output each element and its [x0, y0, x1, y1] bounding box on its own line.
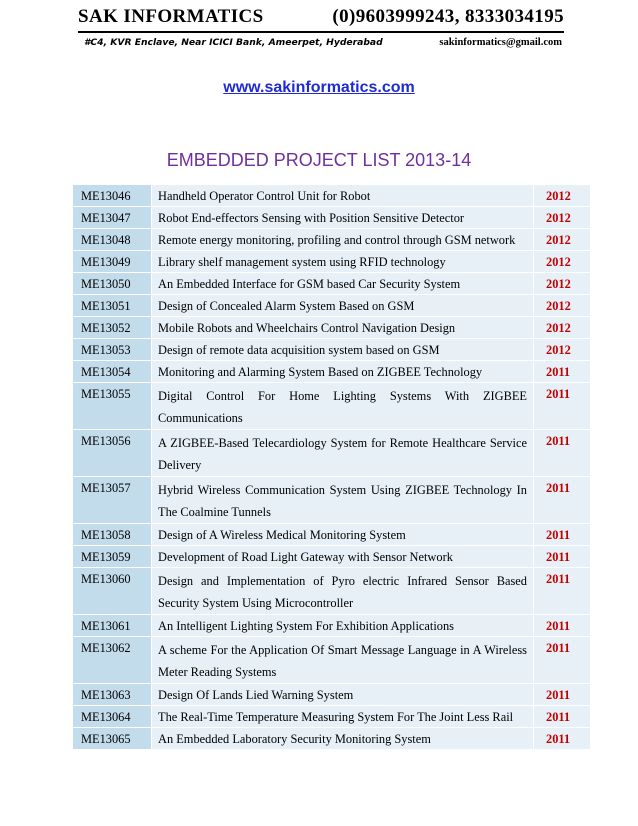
table-row: [73, 684, 591, 706]
project-code: ME13048: [73, 229, 152, 251]
project-code: ME13049: [73, 251, 152, 273]
project-title: Design of remote data acquisition system based on GSM: [152, 339, 534, 361]
project-title: Design Of Lands Lied Warning System: [152, 684, 534, 706]
project-year: 2012: [534, 185, 591, 207]
project-code: ME13051: [73, 295, 152, 317]
project-rows: [73, 185, 591, 750]
contact-line: [84, 37, 562, 53]
table-row: [73, 524, 591, 546]
table-row: [73, 615, 591, 637]
project-year: 2012: [534, 251, 591, 273]
table-row: [73, 295, 591, 317]
project-year: 2012: [534, 229, 591, 251]
project-title: Development of Road Light Gateway with Sensor Network: [152, 546, 534, 568]
project-year: 2011: [534, 477, 591, 524]
project-code: ME13046: [73, 185, 152, 207]
project-title: The Real-Time Temperature Measuring System For The Joint Less Rail: [152, 706, 534, 728]
project-code: ME13056: [73, 430, 152, 477]
project-year: 2011: [534, 568, 591, 615]
project-code: ME13065: [73, 728, 152, 750]
project-year: 2011: [534, 615, 591, 637]
project-title: Remote energy monitoring, profiling and control through GSM network: [152, 229, 534, 251]
project-year: 2011: [534, 524, 591, 546]
project-title: Robot End-effectors Sensing with Position Sensitive Detector: [152, 207, 534, 229]
table-row: [73, 317, 591, 339]
project-code: ME13055: [73, 383, 152, 430]
project-code: ME13063: [73, 684, 152, 706]
table-row: [73, 706, 591, 728]
company-name: SAK INFORMATICS: [78, 6, 264, 27]
project-code: ME13061: [73, 615, 152, 637]
table-row: [73, 229, 591, 251]
project-year: 2011: [534, 728, 591, 750]
table-row: [73, 185, 591, 207]
project-year: 2011: [534, 430, 591, 477]
company-email: sakinformatics@gmail.com: [439, 37, 562, 48]
project-title: Monitoring and Alarming System Based on ZIGBEE Technology: [152, 361, 534, 383]
table-row: [73, 546, 591, 568]
project-title: A ZIGBEE-Based Telecardiology System for Remote Healthcare Service Delivery: [152, 430, 534, 477]
project-code: ME13057: [73, 477, 152, 524]
table-row: [73, 637, 591, 684]
project-code: ME13050: [73, 273, 152, 295]
table-row: [73, 477, 591, 524]
table-row: [73, 273, 591, 295]
project-year: 2012: [534, 339, 591, 361]
project-title: Design of A Wireless Medical Monitoring System: [152, 524, 534, 546]
letterhead: [78, 6, 564, 32]
project-title: An Intelligent Lighting System For Exhibition Applications: [152, 615, 534, 637]
project-code: ME13064: [73, 706, 152, 728]
table-row: [73, 728, 591, 750]
project-year: 2012: [534, 295, 591, 317]
project-code: ME13053: [73, 339, 152, 361]
phone-numbers: (0)9603999243, 8333034195: [332, 6, 564, 27]
table-row: [73, 568, 591, 615]
project-year: 2011: [534, 706, 591, 728]
project-year: 2012: [534, 207, 591, 229]
project-code: ME13062: [73, 637, 152, 684]
project-title: An Embedded Laboratory Security Monitoring System: [152, 728, 534, 750]
company-address: #C4, KVR Enclave, Near ICICI Bank, Ameerpet, Hyderabad: [84, 37, 383, 48]
project-title: Mobile Robots and Wheelchairs Control Navigation Design: [152, 317, 534, 339]
project-code: ME13047: [73, 207, 152, 229]
project-title: Design and Implementation of Pyro electric Infrared Sensor Based Security System Using Microcontroller: [152, 568, 534, 615]
project-code: ME13052: [73, 317, 152, 339]
project-year: 2011: [534, 383, 591, 430]
project-year: 2011: [534, 637, 591, 684]
table-row: [73, 361, 591, 383]
table-row: [73, 339, 591, 361]
project-title: An Embedded Interface for GSM based Car Security System: [152, 273, 534, 295]
project-year: 2011: [534, 361, 591, 383]
project-title: Digital Control For Home Lighting Systems With ZIGBEE Communications: [152, 383, 534, 430]
project-title: Design of Concealed Alarm System Based on GSM: [152, 295, 534, 317]
header-divider: [78, 31, 564, 33]
page-title: EMBEDDED PROJECT LIST 2013-14: [166, 150, 472, 170]
project-year: 2012: [534, 317, 591, 339]
table-row: [73, 430, 591, 477]
project-table: [72, 184, 591, 750]
project-title: Handheld Operator Control Unit for Robot: [152, 185, 534, 207]
project-year: 2012: [534, 273, 591, 295]
table-row: [73, 251, 591, 273]
project-year: 2011: [534, 546, 591, 568]
project-code: ME13060: [73, 568, 152, 615]
project-code: ME13054: [73, 361, 152, 383]
project-title: Hybrid Wireless Communication System Using ZIGBEE Technology In The Coalmine Tunnels: [152, 477, 534, 524]
table-row: [73, 383, 591, 430]
project-title: Library shelf management system using RFID technology: [152, 251, 534, 273]
project-year: 2011: [534, 684, 591, 706]
project-code: ME13059: [73, 546, 152, 568]
table-row: [73, 207, 591, 229]
project-title: A scheme For the Application Of Smart Message Language in A Wireless Meter Reading Systems: [152, 637, 534, 684]
website-link[interactable]: www.sakinformatics.com: [223, 79, 415, 96]
project-code: ME13058: [73, 524, 152, 546]
